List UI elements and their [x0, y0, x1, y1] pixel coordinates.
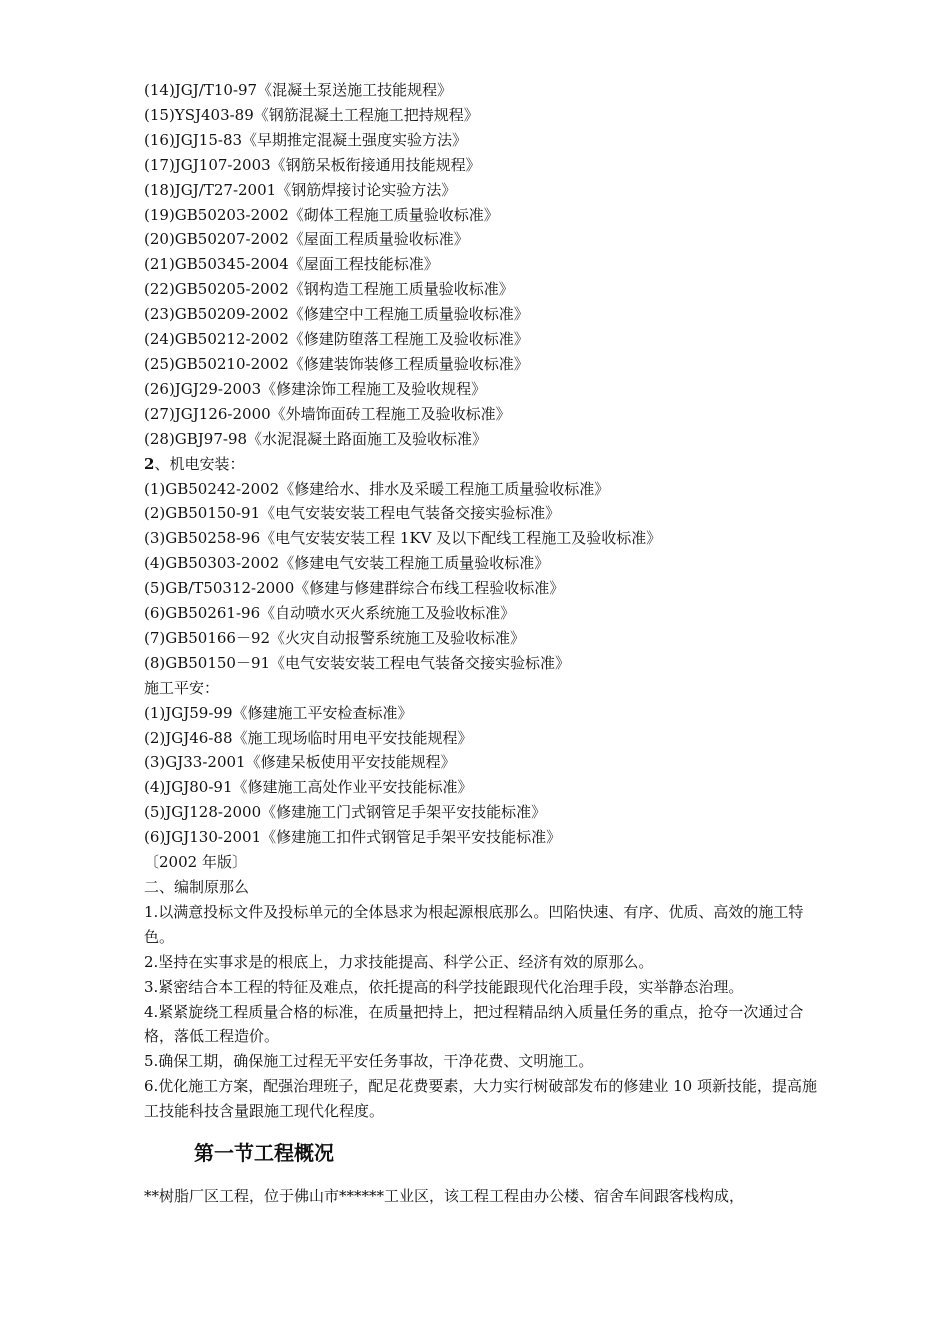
principle-item: 2.坚持在实事求是的根底上，力求技能提高、科学公正、经济有效的原那么。 [144, 952, 654, 971]
list-item: (25)GB50210-2002《修建装饰装修工程质量验收标准》 [144, 354, 529, 373]
list-item: (20)GB50207-2002《屋面工程质量验收标准》 [144, 230, 469, 249]
principle-item: 4.紧紧旋绕工程质量合格的标准，在质量把持上，把过程精品纳入质量任务的重点，抢夺一次通过合格，落低工程造价。 [144, 1002, 804, 1046]
safety-heading: 施工平安： [144, 678, 220, 697]
list-item: (15)YSJ403-89《钢筋混凝土工程施工把持规程》 [144, 105, 479, 124]
list-item: (6)JGJ130-2001《修建施工扣件式钢管足手架平安技能标准》 [144, 828, 562, 847]
principles-heading: 二、编制原那么 [144, 878, 250, 896]
list-item: (5)JGJ128-2000《修建施工门式钢管足手架平安技能标准》 [144, 803, 547, 822]
mep-standards-list [144, 477, 824, 676]
document-page [144, 78, 824, 1209]
list-item: (2)GB50150-91《电气安装安装工程电气装备交接实验标准》 [144, 504, 561, 523]
principle-item: 6.优化施工方案，配强治理班子，配足花费要素，大力实行树破部发布的修建业 10 项新技能，提高施工技能科技含量跟施工现代化程度。 [144, 1077, 817, 1121]
list-item: (18)JGJ/T27-2001《钢筋焊接讨论实验方法》 [144, 180, 457, 199]
list-item: (21)GB50345-2004《屋面工程技能标准》 [144, 255, 439, 274]
safety-standards-list [144, 701, 824, 850]
principle-item: 5.确保工期，确保施工过程无平安任务事故，干净花费、文明施工。 [144, 1052, 594, 1071]
mep-heading-text: 、机电安装： [154, 454, 245, 473]
list-item: (1)GB50242-2002《修建给水、排水及采暖工程施工质量验收标准》 [144, 479, 610, 498]
list-item: (24)GB50212-2002《修建防堕落工程施工及验收标准》 [144, 330, 529, 349]
list-item: (26)JGJ29-2003《修建涂饰工程施工及验收规程》 [144, 379, 487, 398]
list-item: (4)JGJ80-91《修建施工高处作业平安技能标准》 [144, 778, 473, 797]
list-item: (22)GB50205-2002《钢构造工程施工质量验收标准》 [144, 280, 514, 299]
list-item: (5)GB/T50312-2000《修建与修建群综合布线工程验收标准》 [144, 579, 565, 598]
list-item: (14)JGJ/T10-97《混凝土泵送施工技能规程》 [144, 81, 453, 99]
list-item: (3)GB50258-96《电气安装安装工程 1KV 及以下配线工程施工及验收标准》 [144, 529, 662, 548]
principles-list [144, 900, 824, 1124]
mep-heading [144, 452, 824, 477]
principle-item: 1.以满意投标文件及投标单元的全体恳求为根起源根底那么。凹陷快速、有序、优质、高效的施工特色。 [144, 902, 804, 946]
list-item: (23)GB50209-2002《修建空中工程施工质量验收标准》 [144, 305, 529, 324]
list-item: (6)GB50261-96《自动喷水灭火系统施工及验收标准》 [144, 604, 516, 623]
list-item: (4)GB50303-2002《修建电气安装工程施工质量验收标准》 [144, 554, 550, 573]
list-item: (17)JGJ107-2003《钢筋呆板衔接通用技能规程》 [144, 155, 481, 174]
section-title: 第一节工程概况 [194, 1141, 334, 1166]
list-item: (28)GBJ97-98《水泥混凝土路面施工及验收标准》 [144, 429, 488, 448]
edition-note: 〔2002 年版〕 [144, 853, 247, 872]
list-item: (1)JGJ59-99《修建施工平安检查标准》 [144, 703, 413, 722]
list-item: (3)GJ33-2001《修建呆板使用平安技能规程》 [144, 753, 456, 772]
overview-paragraph: **树脂厂区工程，位于佛山市******工业区，该工程工程由办公楼、宿舍车间跟客栈构成， [144, 1187, 745, 1206]
list-item: (19)GB50203-2002《砌体工程施工质量验收标准》 [144, 205, 499, 224]
list-item: (8)GB50150－91《电气安装安装工程电气装备交接实验标准》 [144, 653, 571, 672]
mep-heading-number: 2 [144, 454, 155, 473]
list-item: (27)JGJ126-2000《外墙饰面砖工程施工及验收标准》 [144, 404, 511, 423]
list-item: (16)JGJ15-83《早期推定混凝土强度实验方法》 [144, 130, 468, 149]
principle-item: 3.紧密结合本工程的特征及难点，依托提高的科学技能跟现代化治理手段，实举静态治理。 [144, 977, 744, 996]
list-item: (7)GB50166－92《火灾自动报警系统施工及验收标准》 [144, 628, 526, 647]
list-item: (2)JGJ46-88《施工现场临时用电平安技能规程》 [144, 728, 473, 747]
civil-standards-list [144, 78, 824, 452]
